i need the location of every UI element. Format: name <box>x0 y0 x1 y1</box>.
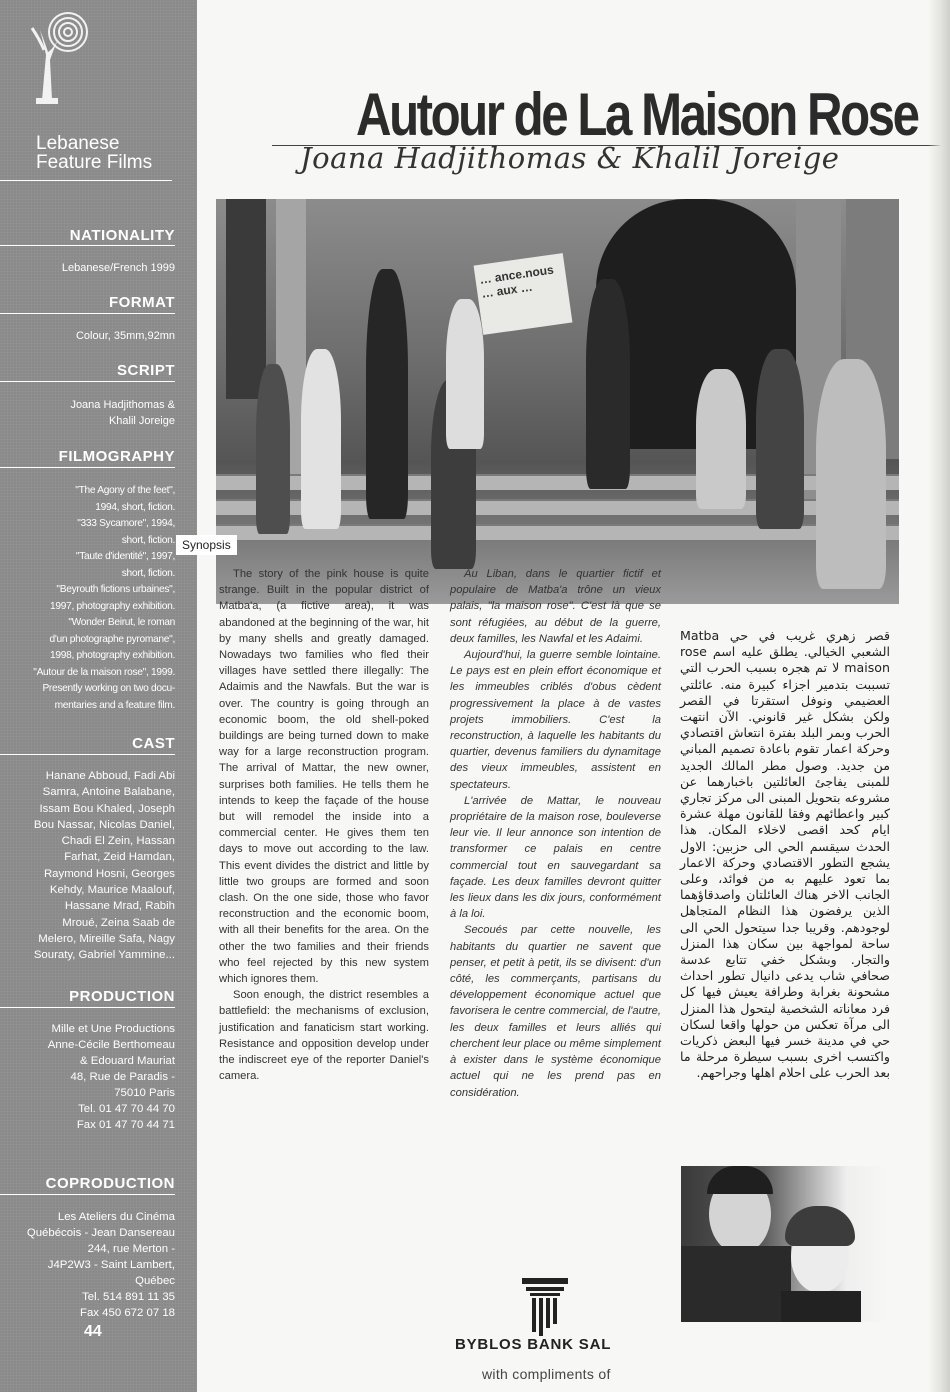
cast-list: Hanane Abboud, Fadi Abi Samra, Antoine Balabane, Issam Bou Khaled, Joseph Bou Nassar, Nicolas Daniel, Chadi El Zein, Hassan Farhat, Zeid Hamdan, Raymond Hosni, Georges Kehdy, Maurice Maalouf, Hassane Mrad, Rabih Mroué, Zeina Saab de Melero, Mireille Safa, Nagy Souraty, Gabriel Yammine... <box>33 770 175 962</box>
photo-person <box>756 349 804 529</box>
brand-line-1: Lebanese <box>36 133 120 154</box>
photo-person <box>301 349 341 529</box>
filmography-item: "Wonder Beirut, le roman d'un photographe pyromane", 1998, photography exhibition. <box>49 617 175 661</box>
portrait-shirt <box>681 1246 791 1322</box>
coproduction-heading: COPRODUCTION <box>45 1175 175 1192</box>
photo-person <box>816 359 886 589</box>
production-details: Mille et Une Productions Anne-Cécile Berthomeau & Edouard Mauriat 48, Rue de Paradis - 75010 Paris Tel. 01 47 70 44 70 Fax 01 47 70 44 71 <box>47 1023 175 1131</box>
filmography-item: Presently working on two docu- mentaries and a feature film. <box>42 683 175 711</box>
filmography-item: "The Agony of the feet", 1994, short, fiction. <box>75 485 175 513</box>
nationality-heading: NATIONALITY <box>69 227 175 244</box>
synopsis-en-paragraph: The story of the pink house is quite strange. Built in the popular district of Matba'a, (a fictive area), it was abandoned at the beginning of the war, hit by many shells and greatly damaged. Nowadays two families who fled their villages have settled there illegally: The Adaimis and the Nawfals. But the war is over. The country is going through an economic boom, the old shell-poked buildings are being turned down to make way for a large reconstruction program. The arrival of Mattar, the new owner, surprises both families. He tells them he intends to keep the façade of the house but will remodel the inside into a commercial center. He gives them ten days to move out according to the law. This event divides the district and little by little two groups are formed and soon clash. On the one side, those who favor reconstruction and the economic boom, with all their benefits for the area. On the other the two families and their friends who feel rejected by this new system which ignores them. <box>219 568 429 986</box>
synopsis-english <box>219 566 429 1085</box>
photo-person <box>256 364 290 534</box>
filmography-divider <box>0 467 175 468</box>
format-value: Colour, 35mm,92mn <box>75 330 175 342</box>
brand-line-2: Feature Films <box>36 152 153 173</box>
page-number: 44 <box>84 1323 102 1340</box>
synopsis-label: Synopsis <box>176 535 237 555</box>
sidebar <box>0 0 197 1392</box>
filmography-item: "Taute d'identité", 1997, short, fiction. <box>75 551 175 579</box>
script-divider <box>0 381 175 382</box>
format-heading: FORMAT <box>108 294 175 311</box>
photo-person <box>586 279 630 489</box>
page-binding-shadow <box>928 0 950 1392</box>
filmography-heading: FILMOGRAPHY <box>58 448 175 465</box>
film-directors: Joana Hadjithomas & Khalil Joreige <box>300 141 840 175</box>
compliments-text: with compliments of <box>482 1366 611 1382</box>
filmography-item: "333 Sycamore", 1994, short, fiction. <box>77 518 175 546</box>
filmography-list <box>10 483 175 714</box>
photo-person <box>446 299 484 449</box>
festival-logo-icon <box>22 10 92 110</box>
photo-shutter <box>226 199 266 399</box>
directors-portrait-photo <box>681 1166 888 1322</box>
portrait-hair <box>785 1206 855 1246</box>
banner-text: … ance.nous … aux … <box>478 262 555 301</box>
cast-divider <box>0 754 175 755</box>
cast-heading: CAST <box>132 735 175 752</box>
brand-title <box>36 134 152 172</box>
byblos-bank-logo-icon <box>520 1278 570 1336</box>
brand-divider <box>0 180 172 181</box>
filmography-item: "Autour de la maison rose", 1999. <box>33 666 175 678</box>
photo-person <box>366 269 408 519</box>
format-divider <box>0 313 175 314</box>
production-divider <box>0 1007 175 1008</box>
bank-name: BYBLOS BANK SAL <box>455 1336 612 1353</box>
photo-person <box>696 369 746 509</box>
nationality-divider <box>0 245 175 246</box>
synopsis-en-paragraph: Soon enough, the district resembles a battlefield: the mechanisms of exclusion, justification and fanaticism start working. Resistance and opposition develop under the indiscreet eye of the reporter Daniel's camera. <box>219 989 429 1083</box>
script-heading: SCRIPT <box>116 362 175 379</box>
film-title: Autour de La Maison Rose <box>356 81 918 148</box>
synopsis-fr-paragraph: Au Liban, dans le quartier fictif et populaire de Matba'a trône un vieux palais, "la maison rose". C'est là que se sont réfugiées, au début de la guerre, deux familles, les Nawfal et les Adaimi. <box>450 568 661 645</box>
portrait-shirt <box>781 1291 861 1322</box>
filmography-item: "Beyrouth fictions urbaines", 1997, photography exhibition. <box>50 584 175 612</box>
film-still-photo <box>216 199 899 604</box>
nationality-value: Lebanese/French 1999 <box>61 262 175 274</box>
synopsis-french <box>450 566 661 1101</box>
synopsis-fr-paragraph: L'arrivée de Mattar, le nouveau propriétaire de la maison rose, bouleverse leur vie. Il leur annonce son intention de transformer ce palais en centre commercial tout en sauvegardant sa façade. Les deux familles devront quitter les lieux dans les dix jours, conformément à la loi. <box>450 794 661 921</box>
portrait-hair <box>707 1166 773 1194</box>
protest-banner <box>474 253 573 335</box>
synopsis-fr-paragraph: Secoués par cette nouvelle, les habitants du quartier ne savent que penser, et petit à petit, ils se divisent: d'un côté, les commerçants, partisans du développement économique actuel que favorisera le centre commercial, de l'autre, les deux familles et leurs alliés qui cherchent leur place ou même simplement à exister dans le système économique actuel qui ne les prend pas en considération. <box>450 924 661 1099</box>
synopsis-arabic: قصر زهري غريب في حي Matba الشعبي الخيالي. يطلق عليه اسم rose maison لا تم هجره بسبب الحرب التي تسببت بتدمير اجزاء كبيرة منه. عائلتي العضيمي ونوفل استقرتا في القصر ولكن بشكل غير قانوني. الآن انتهت الحرب وبمر البلد بفترة انتعاش اقتصادي وحركة اعمار تقوم باعادة تصميم المباني من جديد. وصول مطر المالك الجديد للمبنى يفاجئ العائلتين باخبارهما عن مشروعه بتحويل المبنى الى مركز تجاري كبير واعطائهم وفقا للقانون مهلة عشرة ايام كحد اقصى لاخلاء المكان. هذا الحدث سيقسم الحي الى حزبين: الاول يشجع التطور الاقتصادي وحركة الاعمار بما تعود عليهم به من فوائد، وعلى الجانب الاخر هناك العائلتان واصدقاؤهما الذين يرفضون هذا النظام المتجاهل لوجودهم. وقريبا جدا سيتحول الحي الى ساحة لمواجهة بين سكان هذا المنزل والتجار. وبشكل خفي تتابع عدسة صحافي شاب يدعى دانيال تطور احداث مشحونة بغرابة وطرافة يعيش فيها كل فرد معاناته الشخصية ليتحول هذا المنزل الى مرآة تعكس من حولها واقعا لسكان حي في مدينة خسر فيها البعض ذكريات واكتسب اخرى بسبب سيطرة مرحلة ما بعد الحرب على احلام اهلها وجراحهم. <box>680 628 890 1081</box>
production-heading: PRODUCTION <box>69 988 175 1005</box>
script-value: Joana Hadjithomas & Khalil Joreige <box>70 399 175 427</box>
coproduction-details: Les Ateliers du Cinéma Québécois - Jean Dansereau 244, rue Merton - J4P2W3 - Saint Lambert, Québec Tel. 514 891 11 35 Fax 450 672 07 18 <box>26 1211 175 1319</box>
synopsis-fr-paragraph: Aujourd'hui, la guerre semble lointaine. Le pays est en plein effort économique et les immeubles criblés d'obus cèdent progressivement la place à de vastes projets immobiliers. C'est la reconstruction, à laquelle les habitants du quartier, devenus familiers du dynamitage des vieux immeubles, assistent en spectateurs. <box>450 649 661 791</box>
coproduction-divider <box>0 1194 175 1195</box>
